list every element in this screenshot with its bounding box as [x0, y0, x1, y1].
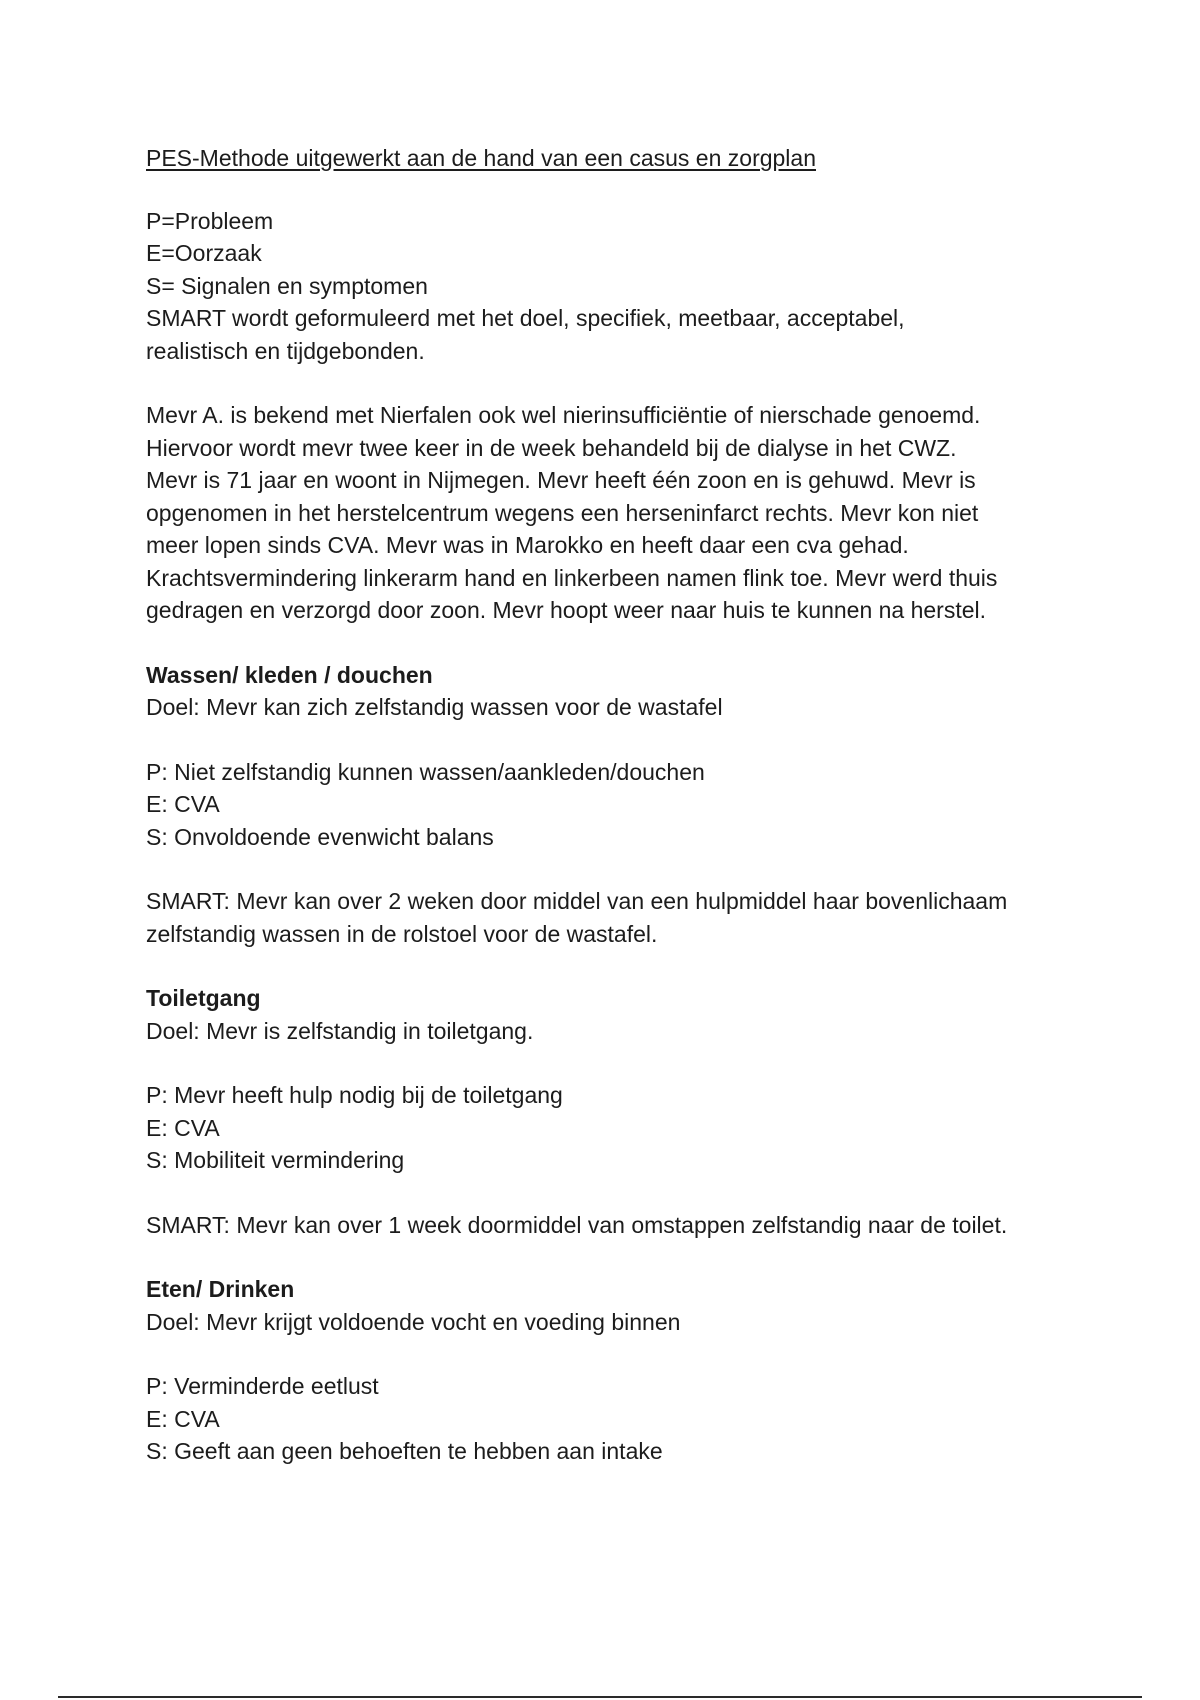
legend-block — [146, 205, 1076, 368]
casus-line: Hiervoor wordt mevr twee keer in de week behandeld bij de dialyse in het CWZ. — [146, 434, 957, 461]
casus-line: opgenomen in het herstelcentrum wegens een herseninfarct rechts. Mevr kon niet — [146, 499, 979, 526]
section-toiletgang — [146, 982, 1076, 1241]
section-smart: SMART: Mevr kan over 1 week doormiddel van omstappen zelfstandig naar de toilet. — [146, 1211, 1008, 1238]
section-smart: zelfstandig wassen in de rolstoel voor de wastafel. — [146, 920, 658, 947]
casus-line: meer lopen sinds CVA. Mevr was in Marokko en heeft daar een cva gehad. — [146, 532, 909, 558]
section-wassen — [146, 659, 1076, 951]
section-smart: SMART: Mevr kan over 2 weken door middel van een hulpmiddel haar bovenlichaam — [146, 888, 1008, 914]
section-doel: Doel: Mevr krijgt voldoende vocht en voeding binnen — [146, 1308, 681, 1335]
section-probleem: P: Niet zelfstandig kunnen wassen/aankleden/douchen — [146, 758, 705, 785]
section-signalen: S: Mobiliteit vermindering — [146, 1147, 405, 1173]
section-doel: Doel: Mevr kan zich zelfstandig wassen voor de wastafel — [146, 694, 723, 720]
casus-line: Krachtsvermindering linkerarm hand en linkerbeen namen flink toe. Mevr werd thuis — [146, 564, 998, 591]
section-heading: Wassen/ kleden / douchen — [146, 661, 433, 688]
legend-line: P=Probleem — [146, 207, 274, 234]
page-bottom-divider — [58, 1696, 1142, 1698]
section-oorzaak: E: CVA — [146, 791, 220, 817]
document-title: PES-Methode uitgewerkt aan de hand van een casus en zorgplan — [146, 145, 816, 171]
legend-line: E=Oorzaak — [146, 240, 262, 266]
section-signalen: S: Onvoldoende evenwicht balans — [146, 823, 494, 850]
legend-line: S= Signalen en symptomen — [146, 272, 428, 299]
document-page — [146, 142, 1076, 1468]
section-probleem: P: Verminderde eetlust — [146, 1373, 379, 1399]
section-heading: Eten/ Drinken — [146, 1276, 295, 1302]
casus-line: Mevr A. is bekend met Nierfalen ook wel nierinsufficiëntie of nierschade genoemd. — [146, 402, 981, 428]
casus-paragraph — [146, 399, 1076, 627]
section-doel: Doel: Mevr is zelfstandig in toiletgang. — [146, 1017, 534, 1044]
legend-line: SMART wordt geformuleerd met het doel, specifiek, meetbaar, acceptabel, — [146, 305, 905, 331]
casus-line: Mevr is 71 jaar en woont in Nijmegen. Mevr heeft één zoon en is gehuwd. Mevr is — [146, 467, 976, 493]
section-signalen: S: Geeft aan geen behoeften te hebben aan intake — [146, 1438, 663, 1464]
section-oorzaak: E: CVA — [146, 1405, 220, 1432]
section-oorzaak: E: CVA — [146, 1114, 220, 1141]
legend-line: realistisch en tijdgebonden. — [146, 337, 425, 364]
section-probleem: P: Mevr heeft hulp nodig bij de toiletgang — [146, 1082, 563, 1108]
section-eten-drinken — [146, 1273, 1076, 1468]
section-heading: Toiletgang — [146, 985, 261, 1011]
casus-line: gedragen en verzorgd door zoon. Mevr hoopt weer naar huis te kunnen na herstel. — [146, 597, 987, 623]
